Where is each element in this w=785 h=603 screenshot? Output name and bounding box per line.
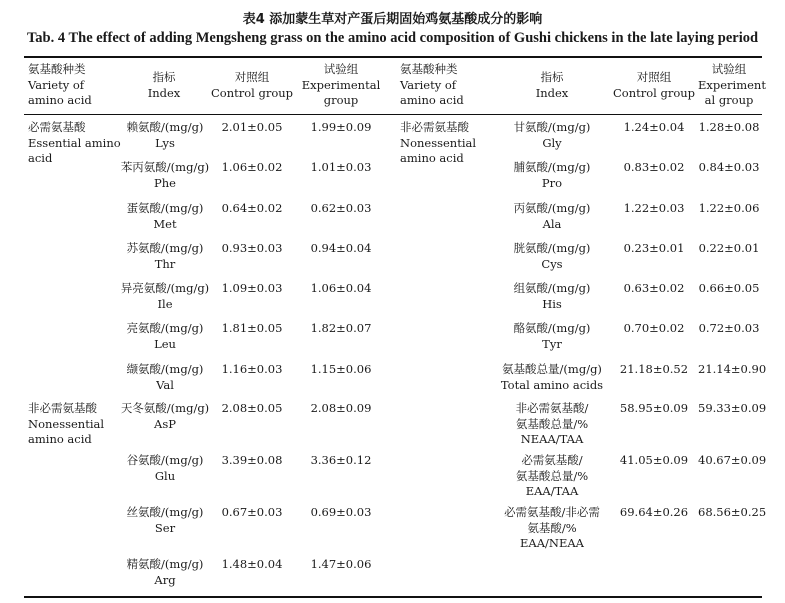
left-row-index: 亮氨酸/(mg/g) Leu	[126, 321, 204, 351]
right-row-experimental-value: 68.56±0.25	[698, 505, 767, 519]
left-row-control-value: 1.16±0.03	[221, 362, 283, 376]
group-label-nonessential-right: 非必需氨基酸 Nonessential amino acid	[400, 120, 477, 165]
left-row-control-value: 1.06±0.02	[221, 160, 283, 174]
right-row-index: 氨基酸总量/(mg/g) Total amino acids	[500, 362, 604, 392]
right-row-control-value: 69.64±0.26	[619, 505, 689, 519]
right-row-index: 组氨酸/(mg/g) His	[513, 281, 591, 311]
left-row-control-value: 1.09±0.03	[221, 281, 283, 295]
left-row-index: 缬氨酸/(mg/g) Val	[126, 362, 204, 392]
header-index-right: 指标 Index	[535, 70, 569, 100]
right-row-index: 酪氨酸/(mg/g) Tyr	[513, 321, 591, 351]
left-row-experimental-value: 1.15±0.06	[310, 362, 372, 376]
left-row-index: 精氨酸/(mg/g) Arg	[126, 557, 204, 587]
header-experimental-left: 试验组 Experimental group	[301, 62, 381, 107]
table-title-chinese: 表4 添加蒙生草对产蛋后期固始鸡氨基酸成分的影响	[242, 12, 543, 27]
left-row-experimental-value: 2.08±0.09	[310, 401, 372, 415]
right-row-index: 丙氨酸/(mg/g) Ala	[513, 201, 591, 231]
right-row-index: 非必需氨基酸/ 氨基酸总量/% NEAA/TAA	[515, 401, 589, 446]
right-row-experimental-value: 0.66±0.05	[698, 281, 760, 295]
left-row-control-value: 2.01±0.05	[221, 120, 283, 134]
right-row-experimental-value: 40.67±0.09	[698, 453, 767, 467]
right-row-index: 胱氨酸/(mg/g) Cys	[513, 241, 591, 271]
left-row-experimental-value: 1.82±0.07	[310, 321, 372, 335]
left-row-experimental-value: 0.94±0.04	[310, 241, 372, 255]
right-row-experimental-value: 59.33±0.09	[698, 401, 767, 415]
left-row-control-value: 3.39±0.08	[221, 453, 283, 467]
top-rule	[24, 56, 762, 58]
left-row-control-value: 0.93±0.03	[221, 241, 283, 255]
left-row-index: 丝氨酸/(mg/g) Ser	[126, 505, 204, 535]
right-row-experimental-value: 1.22±0.06	[698, 201, 760, 215]
header-rule	[24, 114, 762, 115]
left-row-experimental-value: 1.06±0.04	[310, 281, 372, 295]
right-row-control-value: 0.63±0.02	[623, 281, 685, 295]
right-row-index: 必需氨基酸/ 氨基酸总量/% EAA/TAA	[515, 453, 589, 498]
right-row-control-value: 0.23±0.01	[623, 241, 685, 255]
left-row-control-value: 0.67±0.03	[221, 505, 283, 519]
left-row-control-value: 1.48±0.04	[221, 557, 283, 571]
bottom-rule	[24, 596, 762, 598]
right-row-control-value: 41.05±0.09	[619, 453, 689, 467]
left-row-experimental-value: 0.69±0.03	[310, 505, 372, 519]
left-row-control-value: 1.81±0.05	[221, 321, 283, 335]
right-row-control-value: 1.24±0.04	[623, 120, 685, 134]
left-row-index: 赖氨酸/(mg/g) Lys	[126, 120, 204, 150]
right-row-control-value: 58.95±0.09	[619, 401, 689, 415]
header-control-right: 对照组 Control group	[612, 70, 696, 100]
group-label-nonessential-left: 非必需氨基酸 Nonessential amino acid	[28, 401, 105, 446]
right-row-control-value: 0.70±0.02	[623, 321, 685, 335]
left-row-index: 谷氨酸/(mg/g) Glu	[126, 453, 204, 483]
left-row-experimental-value: 3.36±0.12	[310, 453, 372, 467]
table-title-english: Tab. 4 The effect of adding Mengsheng grass on the amino acid composition of Gushi chickens in the late laying period	[26, 30, 759, 46]
left-row-index: 蛋氨酸/(mg/g) Met	[126, 201, 204, 231]
left-row-index: 苏氨酸/(mg/g) Thr	[126, 241, 204, 271]
left-row-control-value: 2.08±0.05	[221, 401, 283, 415]
right-row-index: 必需氨基酸/非必需 氨基酸/% EAA/NEAA	[504, 505, 600, 550]
left-row-experimental-value: 0.62±0.03	[310, 201, 372, 215]
right-row-experimental-value: 1.28±0.08	[698, 120, 760, 134]
right-row-experimental-value: 0.84±0.03	[698, 160, 760, 174]
header-control-left: 对照组 Control group	[210, 70, 294, 100]
right-row-experimental-value: 21.14±0.90	[698, 362, 767, 376]
left-row-experimental-value: 1.47±0.06	[310, 557, 372, 571]
right-row-control-value: 21.18±0.52	[619, 362, 689, 376]
right-row-index: 脯氨酸/(mg/g) Pro	[513, 160, 591, 190]
right-row-experimental-value: 0.72±0.03	[698, 321, 760, 335]
right-row-experimental-value: 0.22±0.01	[698, 241, 760, 255]
header-experimental-right: 试验组 Experiment al group	[698, 62, 766, 107]
left-row-experimental-value: 1.99±0.09	[310, 120, 372, 134]
header-variety-right: 氨基酸种类 Variety of amino acid	[400, 62, 464, 107]
left-row-experimental-value: 1.01±0.03	[310, 160, 372, 174]
header-variety-left: 氨基酸种类 Variety of amino acid	[28, 62, 92, 107]
header-index-left: 指标 Index	[147, 70, 181, 100]
right-row-control-value: 0.83±0.02	[623, 160, 685, 174]
right-row-control-value: 1.22±0.03	[623, 201, 685, 215]
left-row-index: 天冬氨酸/(mg/g) AsP	[120, 401, 210, 431]
left-row-index: 异亮氨酸/(mg/g) Ile	[120, 281, 210, 311]
right-row-index: 甘氨酸/(mg/g) Gly	[513, 120, 591, 150]
left-row-control-value: 0.64±0.02	[221, 201, 283, 215]
group-label-essential: 必需氨基酸 Essential amino acid	[28, 120, 121, 165]
left-row-index: 苯丙氨酸/(mg/g) Phe	[120, 160, 210, 190]
